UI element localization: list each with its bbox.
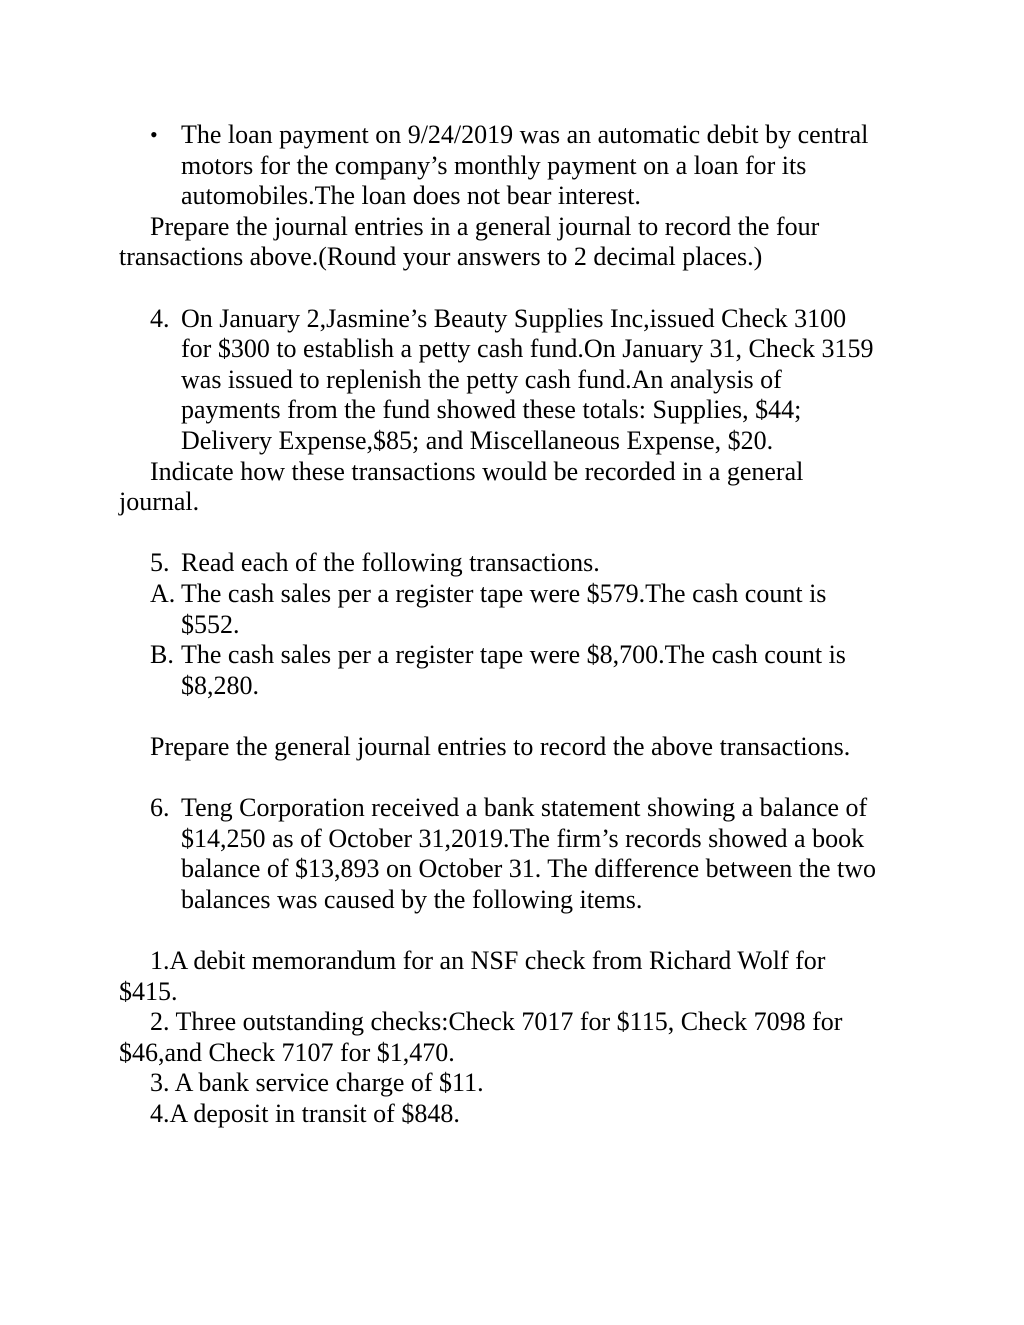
problem-6-line-2: $14,250 as of October 31,2019.The firm’s records showed a book bbox=[181, 823, 865, 853]
problem-5-item-a-line-1: A. The cash sales per a register tape were $579.The cash count is bbox=[150, 578, 827, 608]
bullet-item-line-1: • The loan payment on 9/24/2019 was an automatic debit by central bbox=[150, 120, 869, 149]
document-body bbox=[119, 120, 909, 1130]
problem-4-line-1: 4. On January 2,Jasmine’s Beauty Supplies Inc,issued Check 3100 bbox=[150, 303, 847, 333]
problem-6-line-4: balances was caused by the following items. bbox=[181, 884, 643, 914]
problem-6-item-1-line-2: $415. bbox=[119, 976, 178, 1006]
problem-5-item-b-line-1: B. The cash sales per a register tape were $8,700.The cash count is bbox=[150, 640, 846, 670]
spacer bbox=[119, 701, 909, 732]
problem-6-line-3: balance of $13,893 on October 31. The difference between the two bbox=[181, 854, 877, 884]
problem-6-item-4: 4.A deposit in transit of $848. bbox=[150, 1099, 460, 1128]
problem-6-item-2-line-1: 2. Three outstanding checks:Check 7017 for $115, Check 7098 for bbox=[150, 1007, 843, 1037]
problem-6-item-3: 3. A bank service charge of $11. bbox=[150, 1068, 484, 1098]
problem-4-line-2: for $300 to establish a petty cash fund.On January 31, Check 3159 bbox=[181, 334, 874, 364]
problem-5-item-a-line-2: $552. bbox=[181, 609, 240, 639]
problem-4-line-4: payments from the fund showed these totals: Supplies, $44; bbox=[181, 395, 802, 425]
bullet-marker: • bbox=[150, 122, 158, 147]
problem-5-line-1: 5. Read each of the following transactions. bbox=[150, 548, 600, 578]
problem-6-item-1-line-1: 1.A debit memorandum for an NSF check from Richard Wolf for bbox=[150, 946, 826, 976]
problem-5-instruction: Prepare the general journal entries to record the above transactions. bbox=[150, 731, 851, 761]
problem-5-item-b-line-2: $8,280. bbox=[181, 670, 259, 700]
bullet-item-line-2: motors for the company’s monthly payment on a loan for its bbox=[181, 150, 807, 180]
spacer bbox=[119, 762, 909, 793]
problem-5-item-b-label: B. bbox=[150, 640, 174, 670]
problem-5-item-a-label: A. bbox=[150, 578, 176, 608]
instruction-paragraph-line-1: Prepare the journal entries in a general journal to record the four bbox=[150, 211, 820, 241]
problem-4-line-5: Delivery Expense,$85; and Miscellaneous Expense, $20. bbox=[181, 425, 774, 455]
bullet-item-line-3: automobiles.The loan does not bear interest. bbox=[181, 181, 641, 211]
problem-4-number: 4. bbox=[150, 303, 170, 333]
problem-6-line-1: 6. Teng Corporation received a bank statement showing a balance of bbox=[150, 793, 868, 823]
problem-5-number: 5. bbox=[150, 548, 170, 578]
spacer bbox=[119, 915, 909, 946]
problem-4-instruction-line-2: journal. bbox=[119, 487, 200, 517]
spacer bbox=[119, 273, 909, 304]
problem-4-instruction-line-1: Indicate how these transactions would be recorded in a general bbox=[150, 456, 804, 486]
problem-4-line-3: was issued to replenish the petty cash fund.An analysis of bbox=[181, 364, 782, 394]
problem-6-item-2-line-2: $46,and Check 7107 for $1,470. bbox=[119, 1037, 455, 1067]
problem-6-number: 6. bbox=[150, 793, 170, 823]
spacer bbox=[119, 518, 909, 549]
instruction-paragraph-line-2: transactions above.(Round your answers to 2 decimal places.) bbox=[119, 242, 763, 272]
